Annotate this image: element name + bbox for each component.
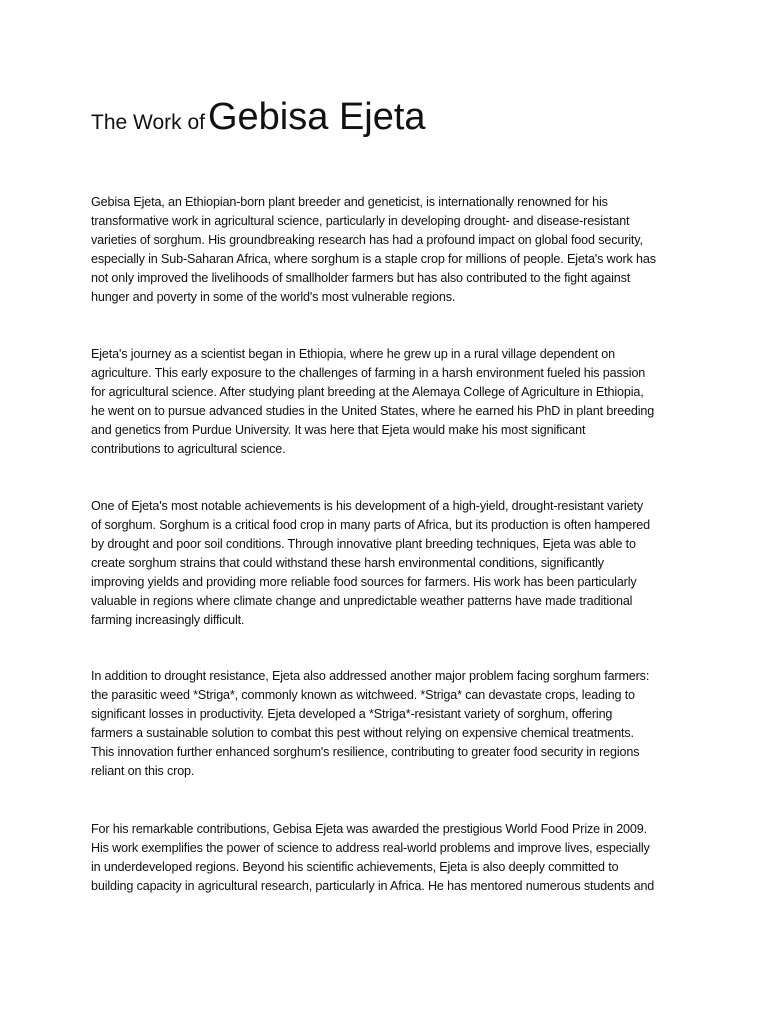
paragraph (91, 667, 681, 781)
text-line: reliant on this crop. (91, 764, 195, 778)
text-line: of sorghum. Sorghum is a critical food crop in many parts of Africa, but its production is often hampered (91, 518, 650, 532)
text-line: contributions to agricultural science. (91, 442, 286, 456)
title-prefix: The Work of (91, 111, 205, 134)
text-line: Gebisa Ejeta, an Ethiopian-born plant breeder and geneticist, is internationally renowned for his (91, 195, 608, 209)
text-line: farmers a sustainable solution to combat this pest without relying on expensive chemical treatments. (91, 726, 634, 740)
paragraph (91, 193, 681, 307)
text-line: This innovation further enhanced sorghum's resilience, contributing to greater food security in regions (91, 745, 640, 759)
text-line: agriculture. This early exposure to the challenges of farming in a harsh environment fueled his passion (91, 366, 646, 380)
text-line: in underdeveloped regions. Beyond his scientific achievements, Ejeta is also deeply committed to (91, 860, 619, 874)
text-line: farming increasingly difficult. (91, 613, 245, 627)
paragraph (91, 820, 681, 896)
text-line: building capacity in agricultural research, particularly in Africa. He has mentored numerous students and (91, 879, 655, 893)
paragraph (91, 345, 681, 459)
text-line: For his remarkable contributions, Gebisa Ejeta was awarded the prestigious World Food Prize in 2009. (91, 822, 647, 836)
text-line: for agricultural science. After studying plant breeding at the Alemaya College of Agriculture in Ethiopia, (91, 385, 644, 399)
text-line: Ejeta's journey as a scientist began in Ethiopia, where he grew up in a rural village dependent on (91, 347, 615, 361)
paragraph (91, 497, 681, 630)
text-line: he went on to pursue advanced studies in the United States, where he earned his PhD in plant breeding (91, 404, 655, 418)
text-line: especially in Sub-Saharan Africa, where sorghum is a staple crop for millions of people. Ejeta's work has (91, 252, 656, 266)
title-name: Gebisa Ejeta (207, 96, 426, 138)
text-line: transformative work in agricultural science, particularly in developing drought- and disease-resistant (91, 214, 630, 228)
text-line: One of Ejeta's most notable achievements is his development of a high-yield, drought-resistant variety (91, 499, 644, 513)
text-line: varieties of sorghum. His groundbreaking research has had a profound impact on global food security, (91, 233, 643, 247)
text-line: the parasitic weed *Striga*, commonly known as witchweed. *Striga* can devastate crops, leading to (91, 688, 635, 702)
text-line: by drought and poor soil conditions. Through innovative plant breeding techniques, Ejeta was able to (91, 537, 636, 551)
text-line: create sorghum strains that could withstand these harsh environmental conditions, significantly (91, 556, 604, 570)
text-line: significant losses in productivity. Ejeta developed a *Striga*-resistant variety of sorghum, offering (91, 707, 613, 721)
text-line: valuable in regions where climate change and unpredictable weather patterns have made traditional (91, 594, 633, 608)
text-line: hunger and poverty in some of the world's most vulnerable regions. (91, 290, 456, 304)
text-line: and genetics from Purdue University. It was here that Ejeta would make his most significant (91, 423, 586, 437)
text-line: In addition to drought resistance, Ejeta also addressed another major problem facing sorghum farmers: (91, 669, 650, 683)
text-line: improving yields and providing more reliable food sources for farmers. His work has been particularly (91, 575, 637, 589)
document-title (91, 98, 691, 136)
text-line: His work exemplifies the power of science to address real-world problems and improve lives, especially (91, 841, 650, 855)
text-line: not only improved the livelihoods of smallholder farmers but has also contributed to the fight against (91, 271, 631, 285)
